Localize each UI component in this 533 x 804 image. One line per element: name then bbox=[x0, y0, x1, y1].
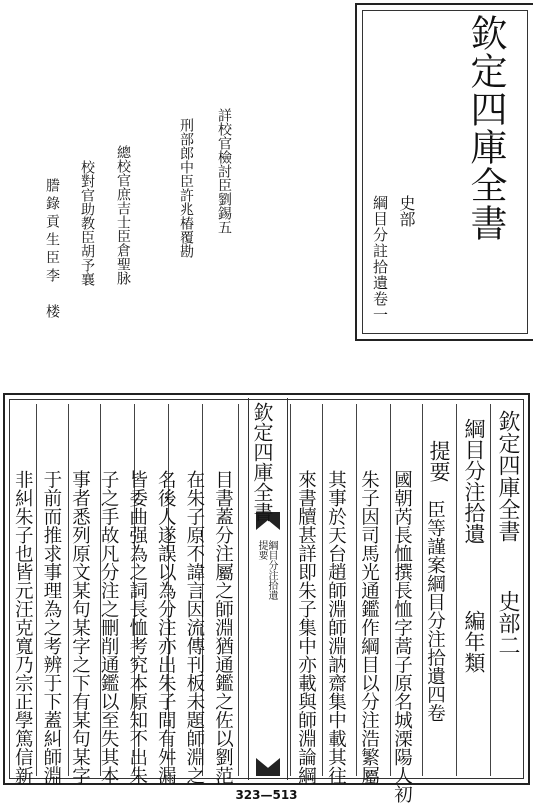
text-column: 皆委曲强為之詞長恤考究本原知不出朱 bbox=[126, 470, 148, 785]
text-column: 臣等謹案綱目分注拾遺四卷 bbox=[424, 500, 446, 722]
column-rule bbox=[290, 404, 291, 776]
cover-subtitle: 綱目分註拾遺卷一 bbox=[371, 195, 389, 323]
editor-credit: 詳校官檢討臣劉錫五 bbox=[216, 108, 232, 234]
editor-credit: 刑部郎中臣許兆椿覆勘 bbox=[178, 118, 194, 258]
column-rule bbox=[68, 404, 69, 776]
center-section: 提要 bbox=[256, 540, 267, 560]
center-book-title: 綱目分注拾遺 bbox=[266, 540, 277, 600]
text-column: 于前而推求事理為之考辨于下蓋糾師淵 bbox=[40, 470, 62, 785]
editor-credit: 總校官庶吉士臣倉聖脉 bbox=[115, 145, 131, 285]
right-page-section: 史部二 bbox=[495, 590, 520, 656]
text-column: 朱子因司馬光通鑑作綱目以分注浩繁屬 bbox=[358, 470, 380, 785]
text-column: 其事於天台趙師淵師淵訥齋集中載其往 bbox=[325, 470, 347, 785]
column-rule bbox=[422, 404, 423, 776]
text-column: 名後人遂誤以為分注亦出朱子間有舛漏 bbox=[155, 470, 177, 785]
text-column: 在朱子原不諱言因流傳刊板未題師淵之 bbox=[183, 470, 205, 785]
column-rule bbox=[356, 404, 357, 776]
text-column: 事者悉列原文某句某字之下有某句某字 bbox=[69, 470, 91, 785]
text-column: 子之手故凡分注之刪削通鑑以至失其本 bbox=[98, 470, 120, 785]
column-rule bbox=[390, 404, 391, 776]
cover-title: 欽定四庫全書 bbox=[464, 14, 507, 242]
book-title: 綱目分注拾遺 bbox=[462, 418, 486, 544]
fish-tail-mark-bottom bbox=[256, 758, 280, 776]
editor-credit: 謄錄貢生臣李 楼 bbox=[44, 178, 60, 322]
center-header: 欽定四庫全書 bbox=[250, 402, 274, 522]
text-column: 目書蓋分注屬之師淵猶通鑑之佐以劉范 bbox=[212, 470, 234, 785]
column-rule bbox=[490, 404, 491, 776]
cover-section: 史部 bbox=[397, 195, 416, 227]
column-rule bbox=[36, 404, 37, 776]
section-heading: 提要 bbox=[427, 440, 451, 482]
column-rule bbox=[456, 404, 457, 776]
text-column: 非糾朱子也皆元汪克寬乃宗正學篤信新 bbox=[12, 470, 34, 785]
column-rule bbox=[238, 404, 239, 776]
right-page-header: 欽定四庫全書 bbox=[495, 410, 520, 542]
text-column: 來書牘甚詳即朱子集中亦載與師淵論綱 bbox=[295, 470, 317, 785]
page-number: 323—513 bbox=[235, 788, 298, 802]
category: 編年類 bbox=[462, 610, 486, 673]
text-column: 國朝芮長恤撰長恤字蒿子原名城溧陽人初 bbox=[391, 470, 413, 803]
column-rule bbox=[322, 404, 323, 776]
editor-credit: 校對官助教臣胡予襄 bbox=[79, 160, 95, 286]
